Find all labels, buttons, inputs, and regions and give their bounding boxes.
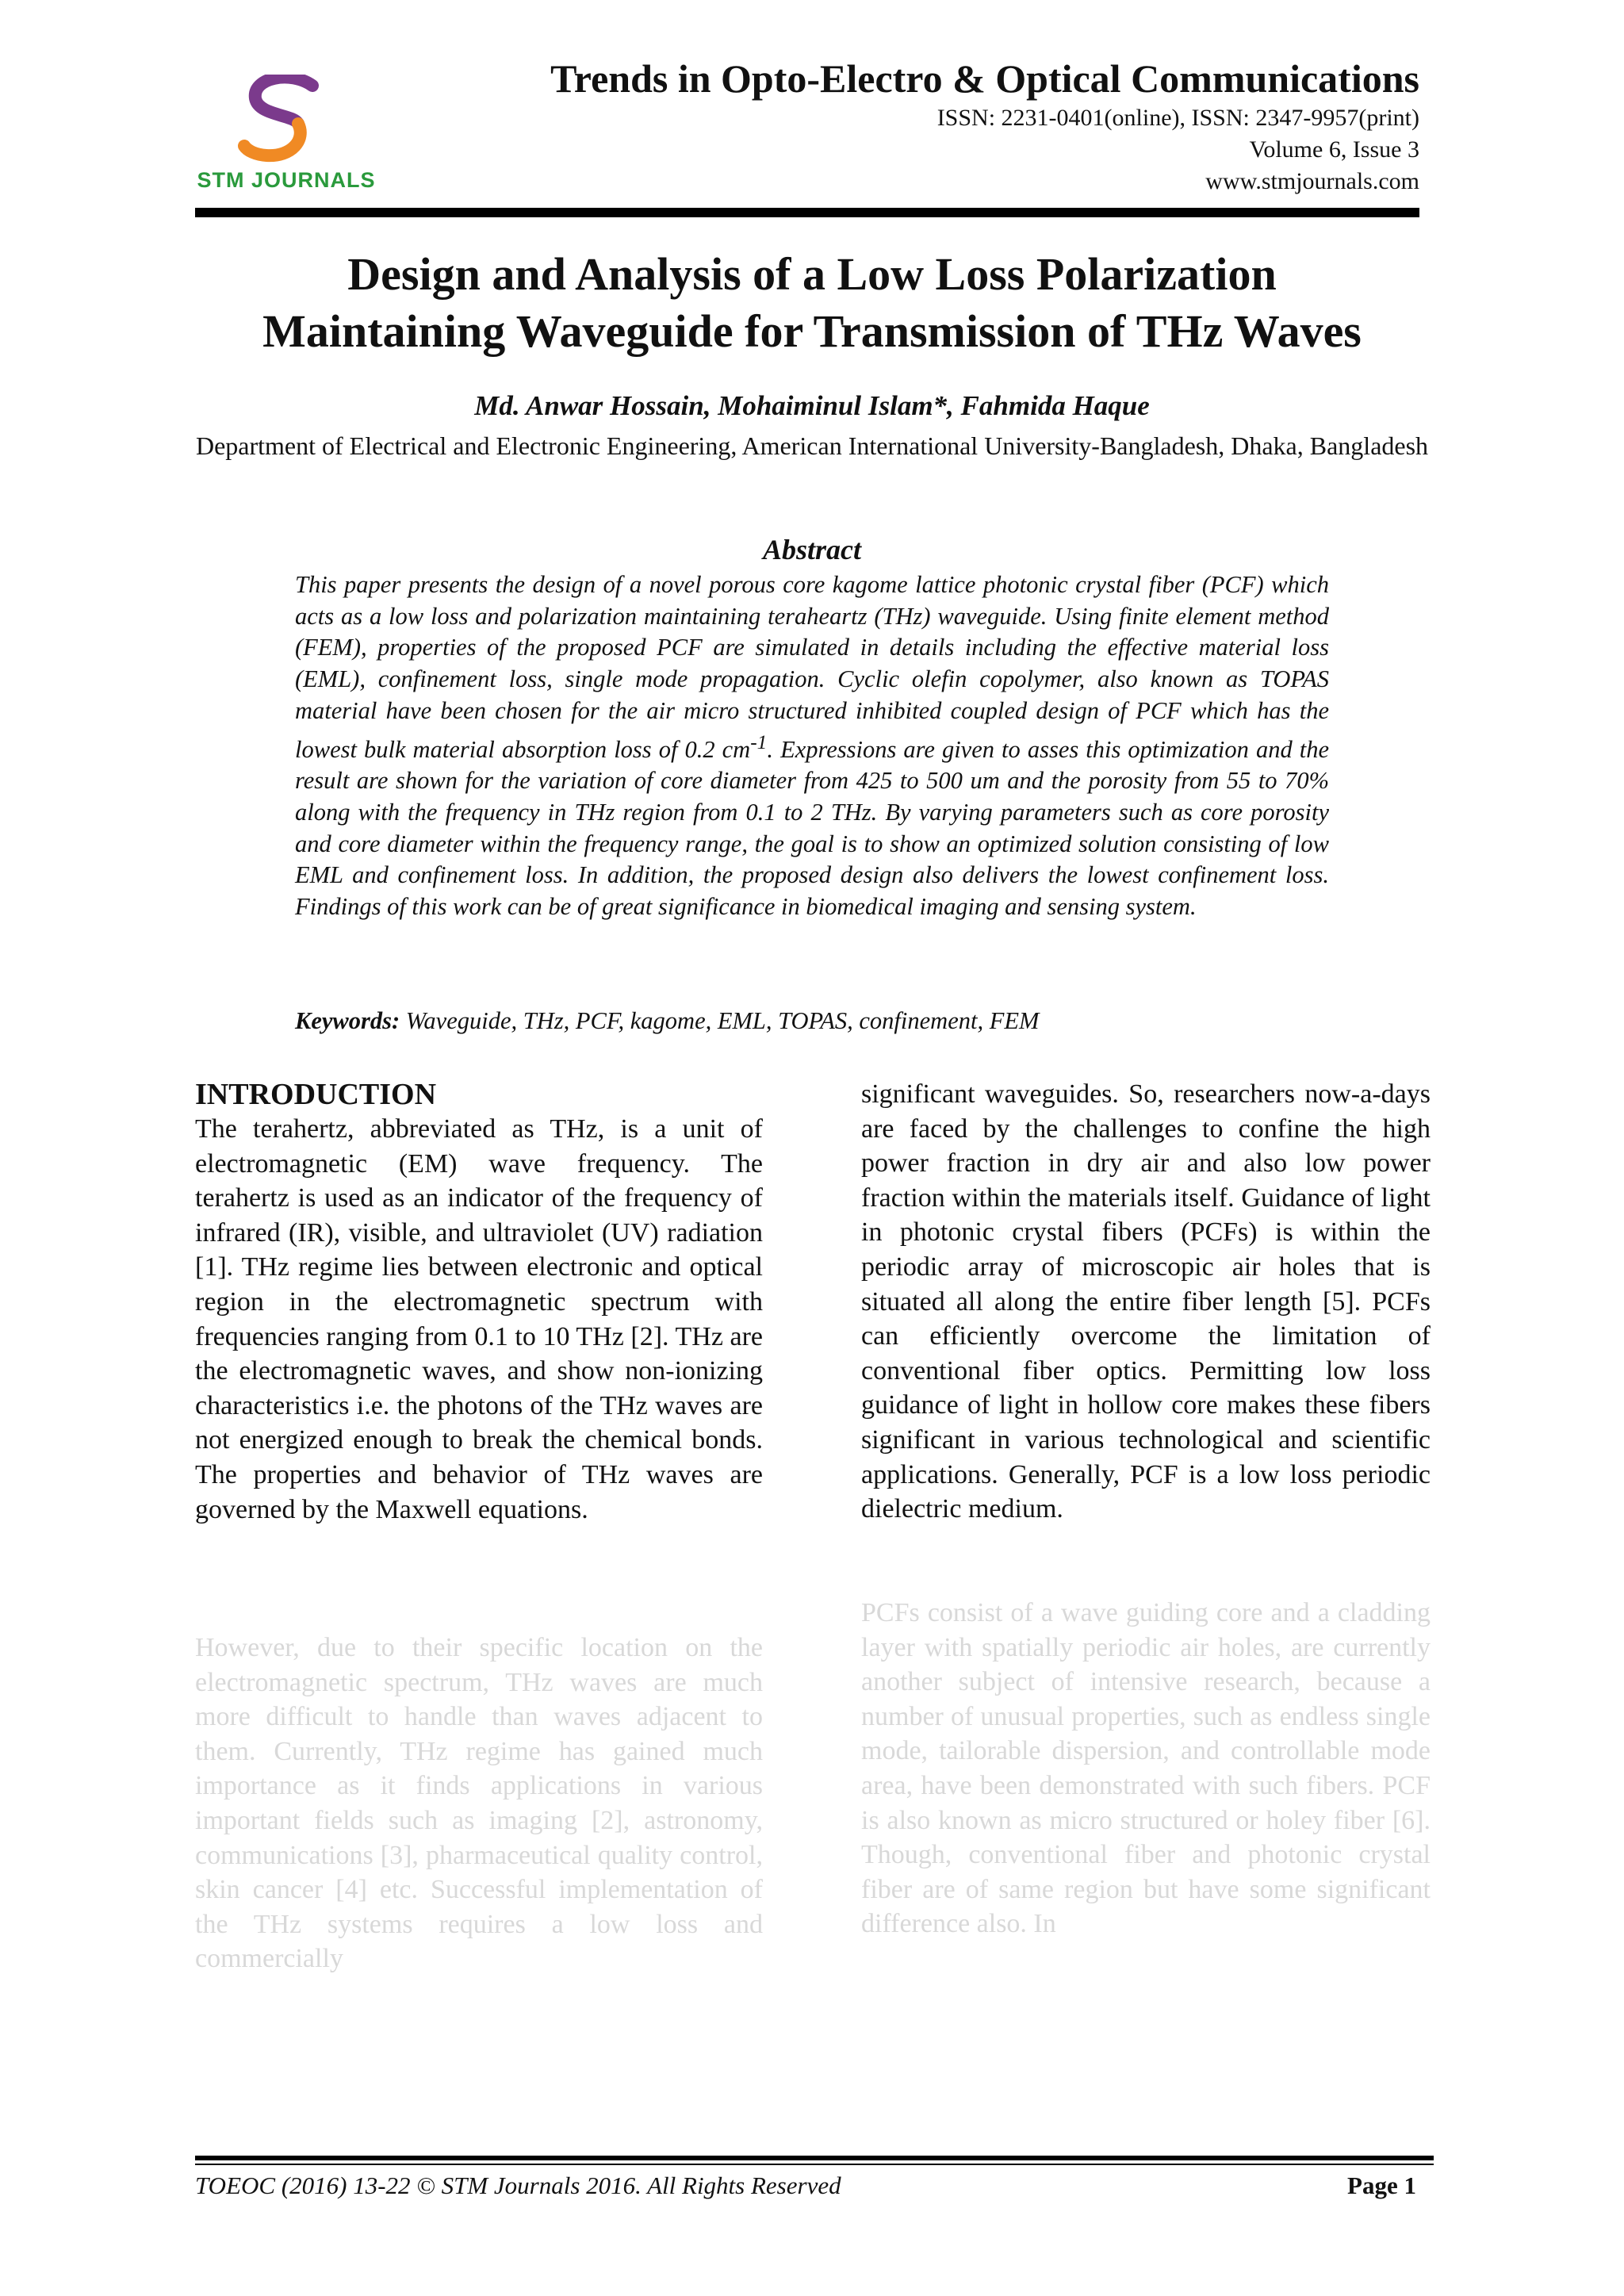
volume-issue: Volume 6, Issue 3 [1249, 136, 1419, 163]
footer-citation: TOEOC (2016) 13-22 © STM Journals 2016. All Rights Reserved [195, 2171, 841, 2199]
keywords-label: Keywords: [295, 1007, 400, 1034]
abstract-heading: Abstract [762, 534, 861, 565]
header-divider [195, 208, 1419, 217]
page-number: Page 1 [1347, 2171, 1416, 2199]
intro-paragraph-1: The terahertz, abbreviated as THz, is a unit of electromagnetic (EM) wave frequency. The terahertz is used as an indicator of the frequency of infrared (IR), visible, and ultraviolet (UV) radiation [1]. THz regime lies between electronic and optical region in the electromagnetic spectrum with frequencies ranging from 0.1 to 10 THz [2]. THz are the electromagnetic waves, and show non-ionizing characteristics i.e. the photons of the THz waves are not energized enough to break the chemical bonds. The properties and behavior of THz waves are governed by the Maxwell equations. [195, 1114, 763, 1524]
abstract-text-part-2: . Expressions are given to asses this optimization and the result are shown for the variation of core diameter from 425 to 500 um and the porosity from 55 to 70% along with the frequency in THz region from 0.1 to 2 THz. By varying parameters such as core porosity and core diameter within the frequency range, the goal is to show an optimized solution consisting of low EML and confinement loss. In addition, the proposed design also delivers the lowest confinement loss. Findings of this work can be of great significance in biomedical imaging and sensing system. [295, 735, 1330, 921]
journal-name: Trends in Opto-Electro & Optical Communications [550, 56, 1419, 101]
title-line-2: Maintaining Waveguide for Transmission of THz Waves [262, 305, 1362, 357]
right-column [861, 1077, 1431, 1527]
abstract-text [295, 569, 1329, 923]
abstract-text-part-1: This paper presents the design of a novel porous core kagome lattice photonic crystal fiber (PCF) which acts as a low loss and polarization maintaining teraheartz (THz) waveguide. Using finite element method (FEM), properties of the proposed PCF are simulated in details including the effective material loss (EML), confinement loss, single mode propagation. Cyclic olefin copolymer, also known as TOPAS material have been chosen for the air micro structured inhibited coupled design of PCF which has the lowest bulk material absorption loss of 0.2 cm [295, 571, 1329, 763]
introduction-heading: INTRODUCTION [195, 1078, 437, 1111]
stm-s-logo-icon [235, 75, 338, 168]
abstract-superscript: -1 [750, 730, 768, 753]
author-list: Md. Anwar Hossain, Mohaiminul Islam*, Fahmida Haque [474, 390, 1150, 421]
left-column [195, 1077, 763, 1527]
affiliation: Department of Electrical and Electronic Engineering, American International University-Bangladesh, Dhaka, Bangladesh [195, 431, 1429, 460]
footer-divider-thick [195, 2156, 1434, 2160]
keywords [295, 1007, 1329, 1035]
issn-line: ISSN: 2231-0401(online), ISSN: 2347-9957(print) [936, 105, 1419, 131]
article-title [159, 246, 1465, 360]
intro-paragraph-2-faded: However, due to their specific location on the electromagnetic spectrum, THz waves are much more difficult to handle than waves adjacent to them. Currently, THz regime has gained much importance as it finds applications in various important fields such as imaging [2], astronomy, communications [3], pharmaceutical quality control, skin cancer [4] etc. Successful implementation of the THz systems requires a low loss and commercially [195, 1633, 763, 1974]
journal-website: www.stmjournals.com [1205, 168, 1419, 194]
intro-paragraph-4-faded: PCFs consist of a wave guiding core and a cladding layer with spatially periodic air holes, are currently another subject of intensive research, because a number of unusual properties, such as endless single mode, tailorable dispersion, and controllable mode area, have been demonstrated with such fibers. PCF is also known as micro structured or holey fiber [6]. Though, conventional fiber and photonic crystal fiber are of same region but have some significant difference also. In [861, 1598, 1431, 1939]
intro-paragraph-3: significant waveguides. So, researchers now-a-days are faced by the challenges to confine the high power fraction in dry air and also low power fraction within the materials itself. Guidance of light in photonic crystal fibers (PCFs) is within the periodic array of microscopic air holes that is situated all along the entire fiber length [5]. PCFs can efficiently overcome the limitation of conventional fiber optics. Permitting low loss guidance of light in hollow core makes these fibers significant in various technological and scientific applications. Generally, PCF is a low loss periodic dielectric medium. [861, 1079, 1431, 1524]
stm-journals-logo [195, 75, 377, 201]
logo-text: STM JOURNALS [197, 168, 376, 192]
footer-divider-thin [195, 2164, 1434, 2165]
title-line-1: Design and Analysis of a Low Loss Polarization [347, 248, 1277, 300]
keywords-list: Waveguide, THz, PCF, kagome, EML, TOPAS, confinement, FEM [400, 1007, 1040, 1034]
